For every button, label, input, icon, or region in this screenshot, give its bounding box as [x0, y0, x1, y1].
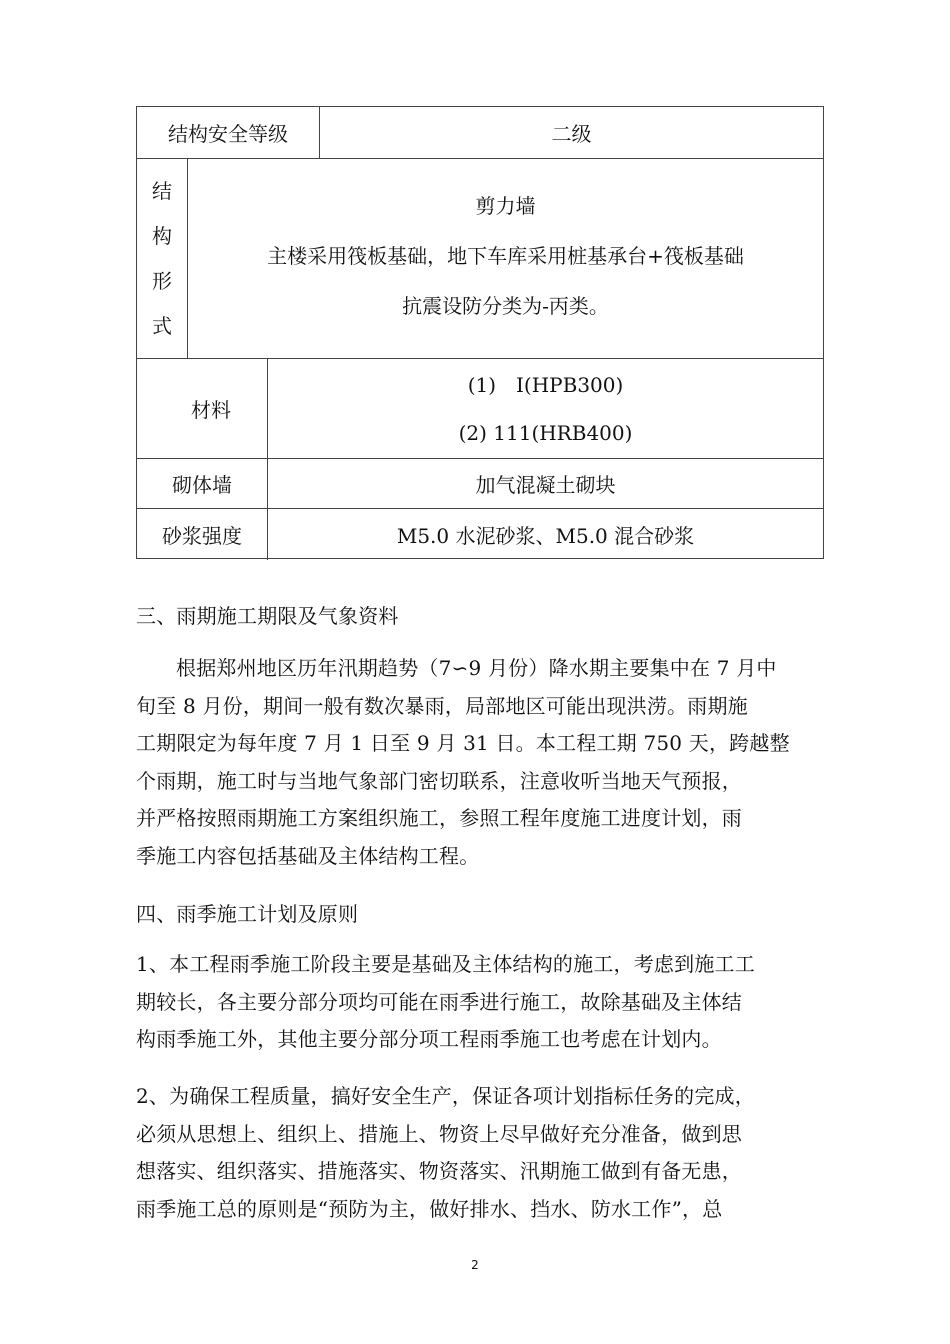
structure-form-value: 剪力墙 主楼采用筏板基础，地下车库采用桩基承台+筏板基础 抗震设防分类为-丙类。 — [267, 194, 744, 318]
table-row — [137, 509, 823, 560]
section-3-heading: 三、雨期施工期限及气象资料 — [136, 604, 399, 628]
section-4-paragraph-1: 1、本工程雨季施工阶段主要是基础及主体结构的施工，考虑到施工工 期较长，各主要分部分项均可能在雨季进行施工，故除基础及主体结 构雨季施工外，其他主要分部分项工程雨季施工也考虑在计划内。 — [136, 952, 755, 1051]
section-3-paragraph: 根据郑州地区历年汛期趋势（7∽9 月份）降水期主要集中在 7 月中 旬至 8 月份，期间一般有数次暴雨，局部地区可能出现洪涝。雨期施 工期限定为每年度 7 月 1 日至 9 月 31 日。本工程工期 750 天，跨越整 个雨期，施工时与当地气象部门密切联系，注意收听当地天气预报， 并严格按照雨期施工方案组织施工，参照工程年度施工进度计划，雨 季施工内容包括基础及主体结构工程。 — [136, 656, 790, 868]
table-row — [137, 359, 823, 459]
mortar-strength-label: 砂浆强度 — [137, 509, 268, 560]
table-row — [137, 159, 823, 359]
safety-grade-value: 二级 — [551, 122, 592, 146]
section-4-paragraph-2: 2、为确保工程质量，搞好安全生产，保证各项计划指标任务的完成， 必须从思想上、组织上、措施上、物资上尽早做好充分准备，做到思 想落实、组织落实、措施落实、物资落实、汛期施工做到有备无患， 雨季施工总的原则是“预防为主，做好排水、挡水、防水工作”，总 — [136, 1084, 755, 1221]
page-number: 2 — [471, 1258, 479, 1272]
material-value: (1) Ⅰ(HPB300) (2) 111(HRB400) — [458, 372, 633, 445]
section-4-heading: 四、雨季施工计划及原则 — [136, 902, 359, 926]
safety-grade-label: 结构安全等级 — [137, 107, 320, 158]
table-row — [137, 107, 823, 159]
material-label: 材料 — [137, 359, 268, 458]
mortar-strength-value: M5.0 水泥砂浆、M5.0 混合砂浆 — [396, 524, 695, 548]
masonry-wall-label: 砌体墙 — [137, 459, 268, 508]
structure-table — [136, 106, 824, 559]
table-row — [137, 459, 823, 509]
masonry-wall-value: 加气混凝土砌块 — [475, 473, 616, 497]
structure-form-label: 结 构 形 式 — [137, 159, 188, 358]
